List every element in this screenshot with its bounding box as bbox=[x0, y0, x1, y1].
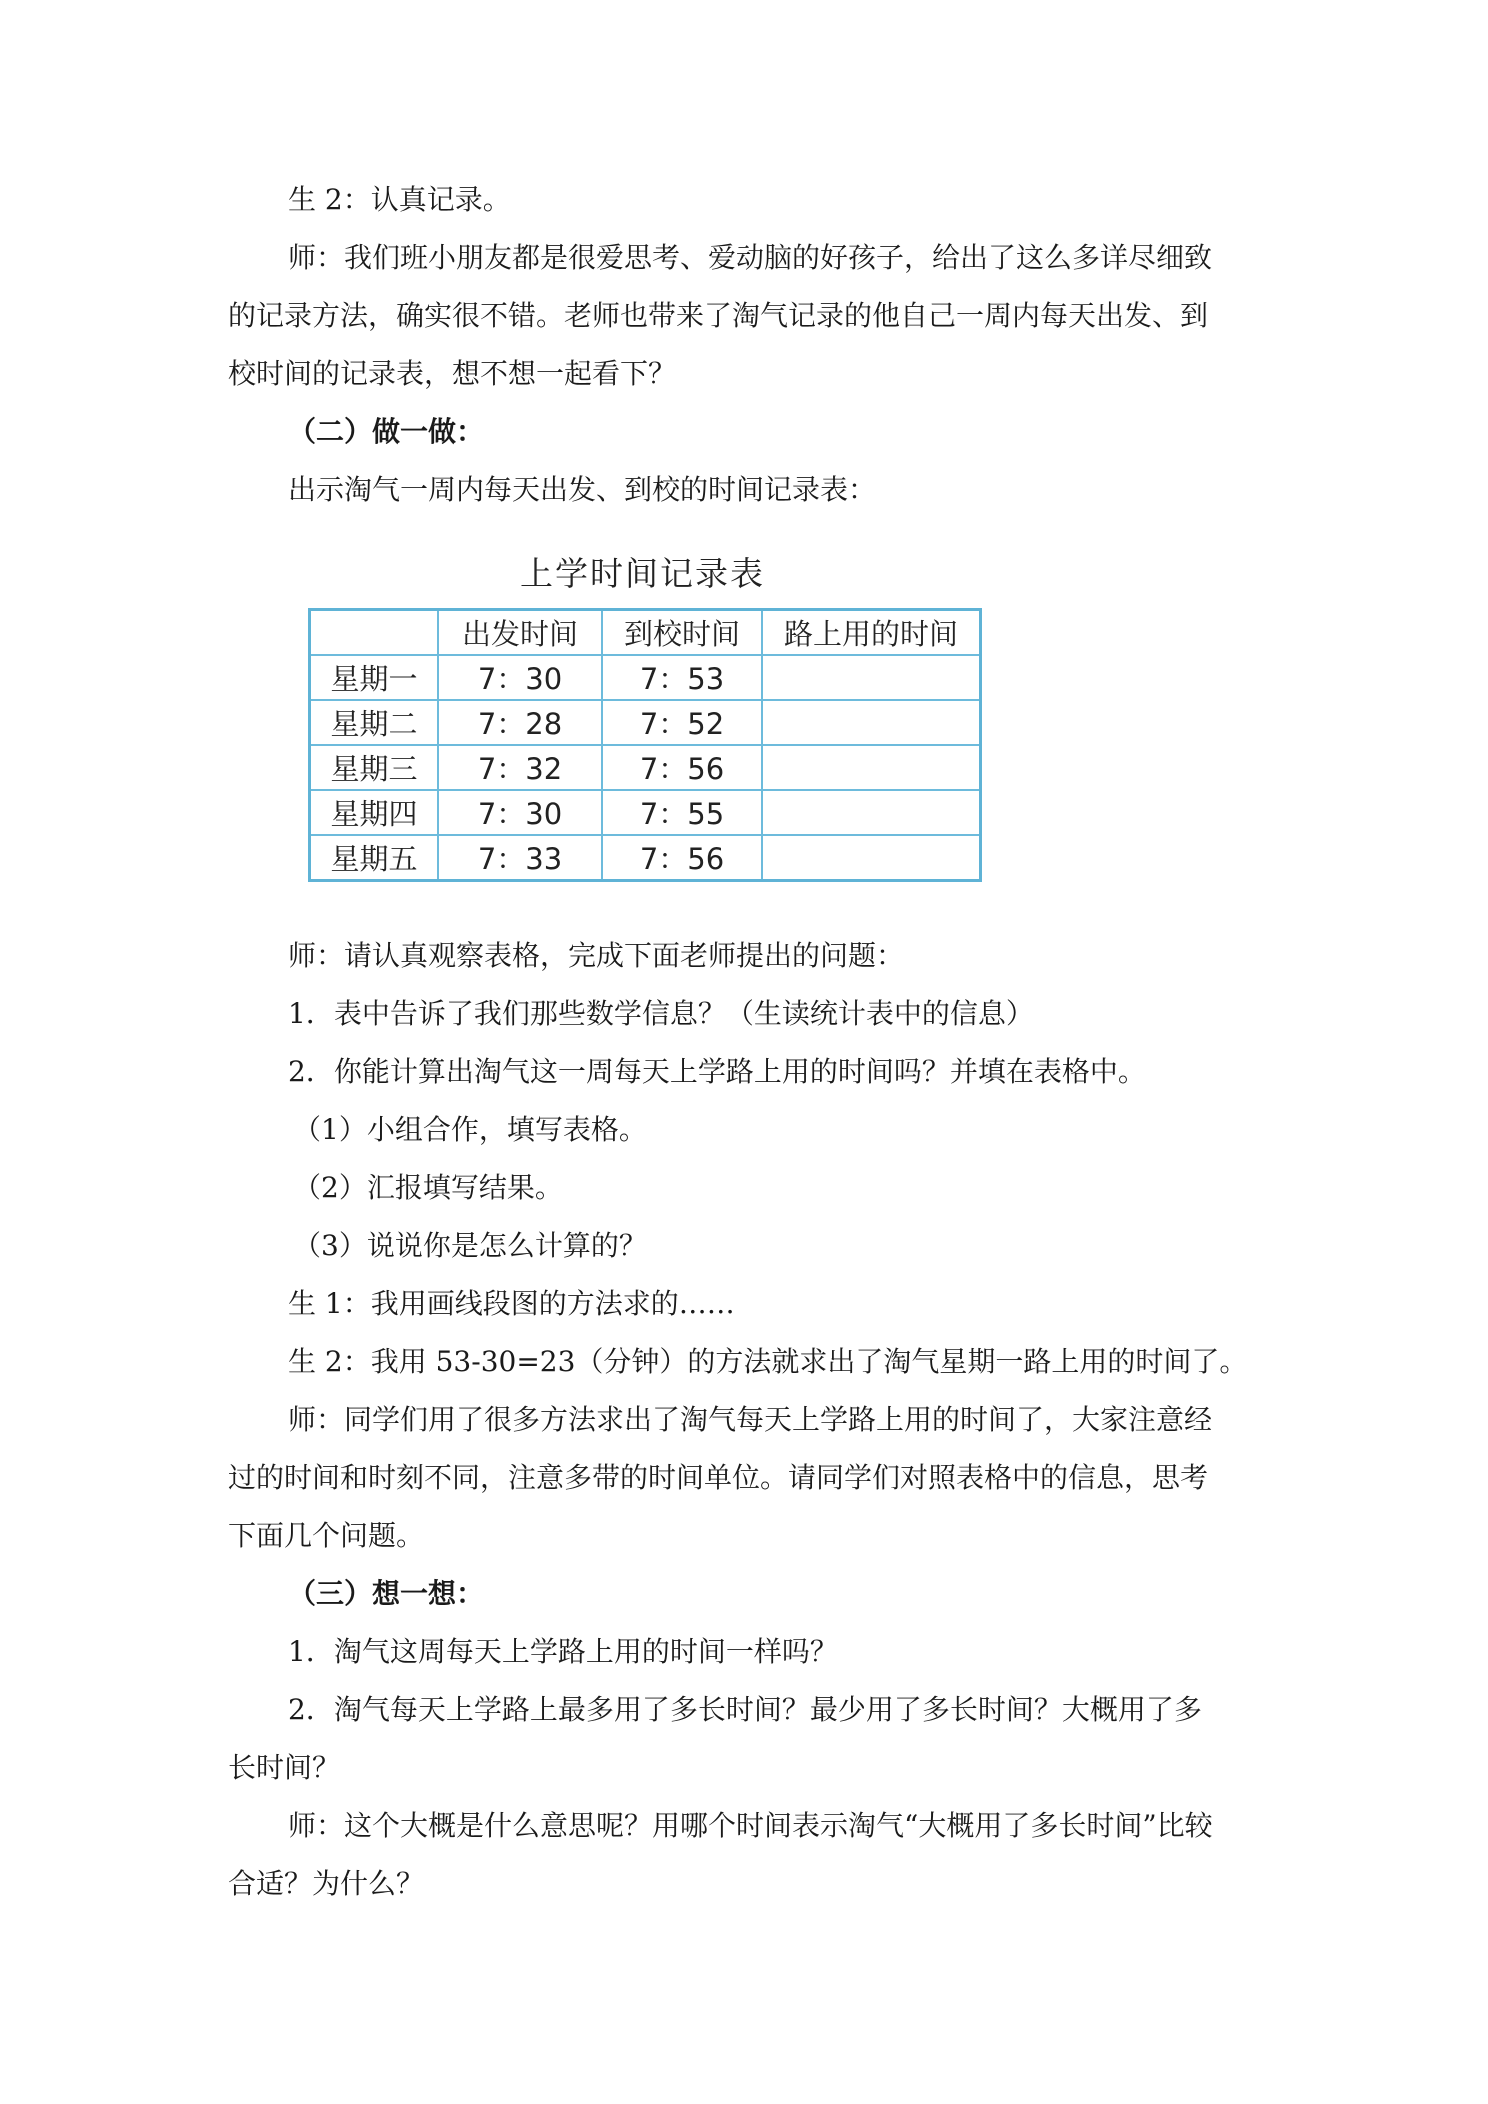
subitem-3: （3）说说你是怎么计算的？ bbox=[293, 1229, 647, 1262]
answer-student1: 生 1：我用画线段图的方法求的…… bbox=[288, 1287, 735, 1320]
table-title: 上学时间记录表 bbox=[520, 554, 765, 593]
depart-cell: 7：28 bbox=[438, 700, 602, 745]
depart-cell: 7：32 bbox=[438, 745, 602, 790]
paragraph-teacher-line1: 师：我们班小朋友都是很爱思考、爱动脑的好孩子，给出了这么多详尽细致 bbox=[288, 241, 1213, 274]
duration-cell bbox=[762, 655, 981, 700]
arrive-cell: 7：52 bbox=[602, 700, 762, 745]
day-cell: 星期一 bbox=[310, 655, 439, 700]
paragraph-show-table: 出示淘气一周内每天出发、到校的时间记录表： bbox=[288, 473, 877, 506]
paragraph-teacher-summary-line2: 过的时间和时刻不同，注意多带的时间单位。请同学们对照表格中的信息，思考 bbox=[228, 1461, 1209, 1494]
paragraph-teacher-summary-line1: 师：同学们用了很多方法求出了淘气每天上学路上用的时间了，大家注意经 bbox=[288, 1403, 1213, 1436]
think-question-1: 1．淘气这周每天上学路上用的时间一样吗？ bbox=[288, 1635, 838, 1668]
think-question-2-line1: 2．淘气每天上学路上最多用了多长时间？最少用了多长时间？大概用了多 bbox=[288, 1693, 1202, 1726]
header-cell: 出发时间 bbox=[438, 610, 602, 656]
question-1: 1．表中告诉了我们那些数学信息？（生读统计表中的信息） bbox=[288, 997, 1034, 1030]
question-2: 2．你能计算出淘气这一周每天上学路上用的时间吗？并填在表格中。 bbox=[288, 1055, 1146, 1088]
table-row bbox=[310, 835, 981, 881]
paragraph-teacher-observe: 师：请认真观察表格，完成下面老师提出的问题： bbox=[288, 939, 905, 972]
table-row bbox=[310, 700, 981, 745]
paragraph-teacher-final-line2: 合适？为什么？ bbox=[228, 1867, 425, 1900]
table-row bbox=[310, 790, 981, 835]
day-cell: 星期四 bbox=[310, 790, 439, 835]
paragraph-student2-record: 生 2：认真记录。 bbox=[288, 183, 511, 216]
depart-cell: 7：33 bbox=[438, 835, 602, 881]
arrive-cell: 7：55 bbox=[602, 790, 762, 835]
paragraph-teacher-line3: 校时间的记录表，想不想一起看下？ bbox=[228, 357, 677, 390]
subitem-2: （2）汇报填写结果。 bbox=[293, 1171, 563, 1204]
paragraph-teacher-line2: 的记录方法，确实很不错。老师也带来了淘气记录的他自己一周内每天出发、到 bbox=[228, 299, 1209, 332]
section-heading-think: （三）想一想： bbox=[288, 1577, 485, 1610]
table-row bbox=[310, 745, 981, 790]
header-cell: 路上用的时间 bbox=[762, 610, 981, 656]
header-cell: 到校时间 bbox=[602, 610, 762, 656]
paragraph-teacher-final-line1: 师：这个大概是什么意思呢？用哪个时间表示淘气“大概用了多长时间”比较 bbox=[288, 1809, 1213, 1842]
paragraph-teacher-summary-line3: 下面几个问题。 bbox=[228, 1519, 425, 1552]
arrive-cell: 7：56 bbox=[602, 835, 762, 881]
header-cell bbox=[310, 610, 439, 656]
duration-cell bbox=[762, 745, 981, 790]
arrive-cell: 7：53 bbox=[602, 655, 762, 700]
time-record-table bbox=[308, 608, 982, 882]
day-cell: 星期二 bbox=[310, 700, 439, 745]
subitem-1: （1）小组合作，填写表格。 bbox=[293, 1113, 647, 1146]
arrive-cell: 7：56 bbox=[602, 745, 762, 790]
duration-cell bbox=[762, 835, 981, 881]
table-row bbox=[310, 655, 981, 700]
section-heading-do: （二）做一做： bbox=[288, 415, 485, 448]
table-header-row bbox=[310, 610, 981, 656]
think-question-2-line2: 长时间？ bbox=[228, 1751, 341, 1784]
day-cell: 星期三 bbox=[310, 745, 439, 790]
duration-cell bbox=[762, 790, 981, 835]
depart-cell: 7：30 bbox=[438, 790, 602, 835]
day-cell: 星期五 bbox=[310, 835, 439, 881]
answer-student2: 生 2：我用 53-30=23（分钟）的方法就求出了淘气星期一路上用的时间了。 bbox=[288, 1345, 1248, 1378]
depart-cell: 7：30 bbox=[438, 655, 602, 700]
duration-cell bbox=[762, 700, 981, 745]
